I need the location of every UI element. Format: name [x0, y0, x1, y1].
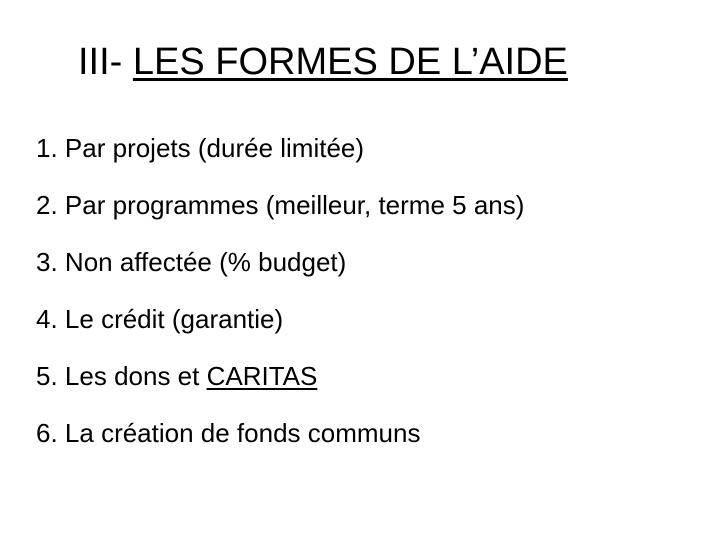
- item-underlined-term: CARITAS: [206, 361, 318, 391]
- item-number: 2.: [36, 190, 58, 220]
- item-text: Les dons et: [64, 361, 207, 391]
- item-text: Par projets (durée limitée): [64, 133, 365, 163]
- list-item: [36, 244, 524, 280]
- item-text: Le crédit (garantie): [64, 304, 284, 334]
- title-main: LES FORMES DE L’AIDE: [132, 41, 568, 83]
- list-item: [36, 301, 524, 337]
- title-prefix: III-: [78, 41, 133, 83]
- list-item: [36, 187, 524, 223]
- item-text: Non affectée (% budget): [64, 247, 347, 277]
- item-number: 3.: [36, 247, 58, 277]
- list-item: [36, 358, 524, 394]
- item-number: 6.: [36, 418, 58, 448]
- item-text: Par programmes (meilleur, terme 5 ans): [64, 190, 525, 220]
- item-text: La création de fonds communs: [64, 418, 421, 448]
- item-number: 4.: [36, 304, 58, 334]
- item-number: 5.: [36, 361, 58, 391]
- list-item: [36, 130, 524, 166]
- aid-forms-list: [36, 130, 524, 472]
- slide-title: [78, 38, 568, 86]
- item-number: 1.: [36, 133, 58, 163]
- list-item: [36, 415, 524, 451]
